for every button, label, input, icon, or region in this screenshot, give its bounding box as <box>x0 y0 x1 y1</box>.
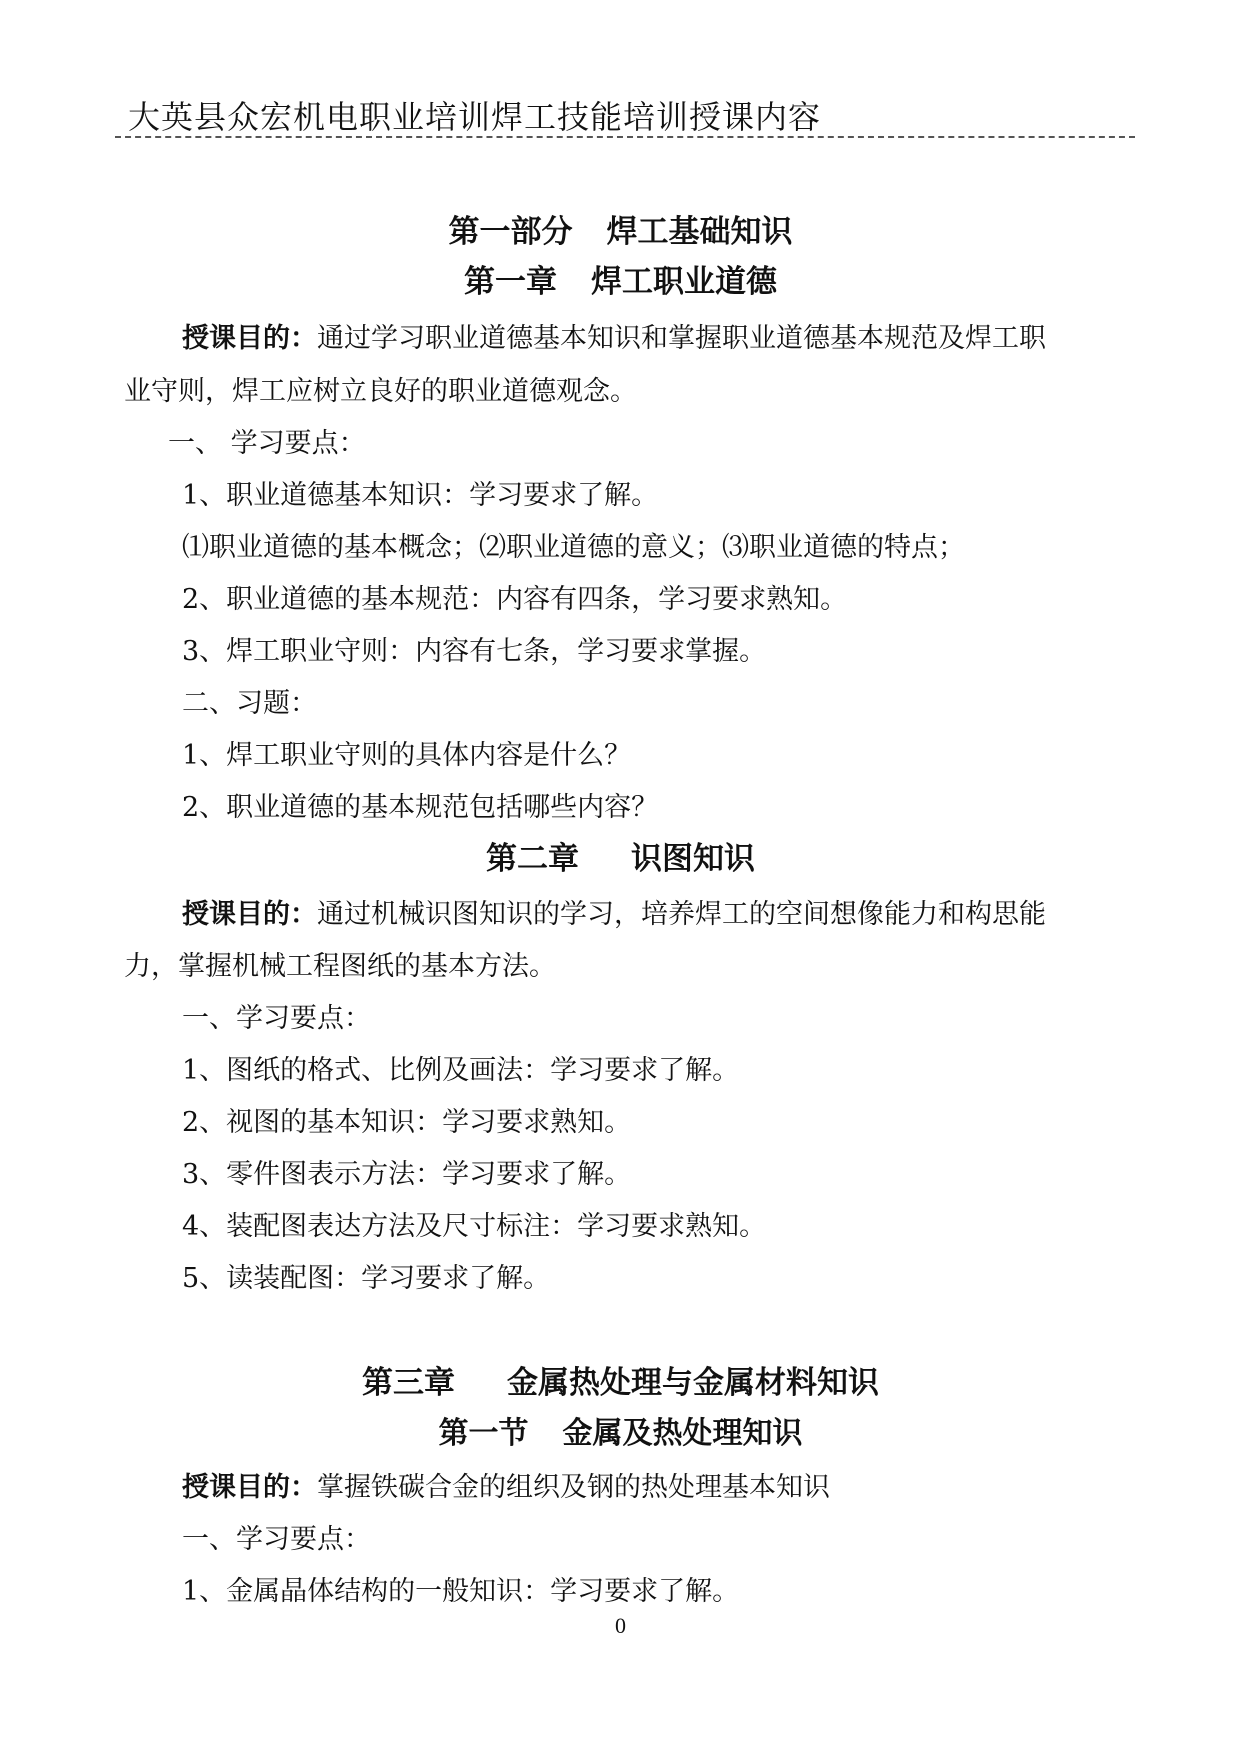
purpose-text: 通过机械识图知识的学习，培养焊工的空间想像能力和构思能 <box>317 899 1046 930</box>
purpose-label: 授课目的： <box>182 323 317 354</box>
list-item: 2、视图的基本知识：学习要求熟知。 <box>182 1107 632 1138</box>
chapter-3-number: 第三章 <box>362 1365 455 1401</box>
purpose-text: 掌握铁碳合金的组织及钢的热处理基本知识 <box>317 1472 830 1503</box>
chapter-3-points-heading: 一、学习要点： <box>182 1524 371 1555</box>
page-header: 大英县众宏机电职业培训焊工技能培训授课内容 <box>128 98 822 136</box>
list-item: 3、零件图表示方法：学习要求了解。 <box>182 1159 632 1190</box>
purpose-label: 授课目的： <box>182 1472 317 1503</box>
chapter-2-purpose <box>182 898 1046 932</box>
chapter-2-title <box>0 842 1241 876</box>
list-item: 4、装配图表达方法及尺寸标注：学习要求熟知。 <box>182 1211 767 1242</box>
part-title-text: 焊工基础知识 <box>606 214 793 250</box>
list-item: 1、职业道德基本知识：学习要求了解。 <box>182 480 659 511</box>
section-1-number: 第一节 <box>438 1416 529 1451</box>
list-item: 2、职业道德的基本规范：内容有四条，学习要求熟知。 <box>182 584 848 615</box>
chapter-2-points-heading: 一、学习要点： <box>182 1003 371 1034</box>
chapter-1-title <box>0 265 1241 299</box>
list-item: ⑴职业道德的基本概念；⑵职业道德的意义；⑶职业道德的特点； <box>182 532 965 563</box>
chapter-1-purpose-cont: 业守则，焊工应树立良好的职业道德观念。 <box>124 376 637 407</box>
list-item: 5、读装配图：学习要求了解。 <box>182 1263 551 1294</box>
purpose-text: 通过学习职业道德基本知识和掌握职业道德基本规范及焊工职 <box>317 323 1046 354</box>
list-item: 3、焊工职业守则：内容有七条，学习要求掌握。 <box>182 636 767 667</box>
chapter-1-points-heading: 一、 学习要点： <box>168 428 366 459</box>
header-divider <box>115 136 1135 138</box>
section-1-title <box>0 1417 1241 1451</box>
chapter-3-text: 金属热处理与金属材料知识 <box>507 1365 879 1401</box>
chapter-2-number: 第二章 <box>486 841 579 877</box>
page-number: 0 <box>615 1613 626 1638</box>
list-item: 1、焊工职业守则的具体内容是什么？ <box>182 740 632 771</box>
section-1-text: 金属及热处理知识 <box>562 1416 803 1451</box>
chapter-3-title <box>0 1366 1241 1400</box>
chapter-1-text: 焊工职业道德 <box>591 264 777 300</box>
chapter-2-purpose-cont: 力，掌握机械工程图纸的基本方法。 <box>124 951 556 982</box>
part-title-number: 第一部分 <box>448 214 573 250</box>
part-title <box>0 215 1241 249</box>
chapter-1-number: 第一章 <box>464 264 557 300</box>
purpose-label: 授课目的： <box>182 899 317 930</box>
list-item: 1、图纸的格式、比例及画法：学习要求了解。 <box>182 1055 740 1086</box>
list-item: 2、职业道德的基本规范包括哪些内容？ <box>182 792 659 823</box>
list-item: 1、金属晶体结构的一般知识：学习要求了解。 <box>182 1576 740 1607</box>
chapter-1-purpose <box>182 322 1046 356</box>
chapter-1-exercise-heading: 二、习题： <box>182 688 317 719</box>
chapter-3-purpose <box>182 1471 830 1505</box>
chapter-2-text: 识图知识 <box>631 841 755 877</box>
